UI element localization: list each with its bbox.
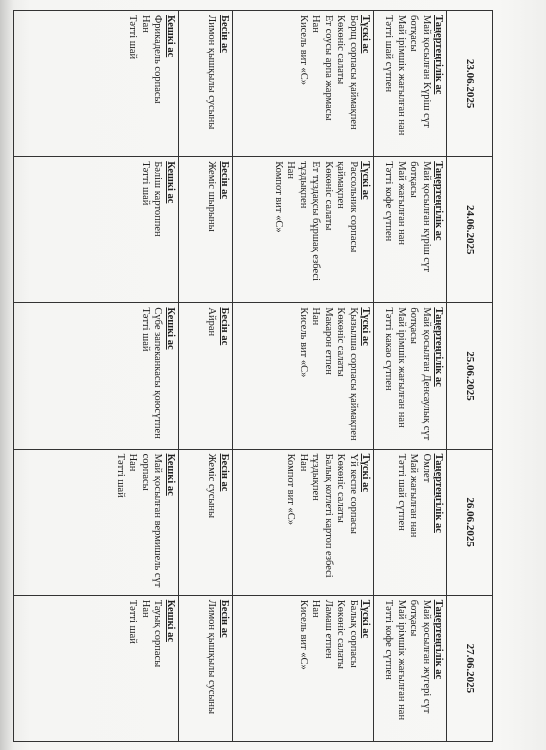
meal-title: Бесін ас bbox=[218, 453, 230, 492]
meal-title: Таңертеңгілік ас bbox=[433, 161, 445, 241]
lunch-cell bbox=[232, 303, 373, 449]
dish-item: Тәтті шай bbox=[114, 453, 126, 498]
breakfast-cell bbox=[374, 449, 447, 595]
dish-item: Фрикадель сорпасы bbox=[152, 15, 164, 104]
dish-item: Тәтті какао сүтпен bbox=[383, 307, 395, 391]
dish-item: Нан bbox=[139, 599, 151, 618]
meal-title: Кешкі ас bbox=[164, 15, 176, 58]
date-header: 23.06.2025 bbox=[447, 11, 493, 157]
dish-item: Көкөніс салаты bbox=[335, 599, 347, 669]
dish-item: Жеміс сусыны bbox=[206, 453, 218, 519]
dish-item: Рассольник сорпасы қаймақпен bbox=[335, 161, 359, 253]
snack-cell bbox=[178, 303, 232, 449]
dish-item: Тәтті шай bbox=[127, 15, 139, 60]
breakfast-cell bbox=[374, 11, 447, 157]
dish-item: Лимон қышқылы сусыны bbox=[206, 599, 218, 715]
dinner-cell bbox=[14, 449, 179, 595]
lunch-row bbox=[232, 11, 373, 742]
lunch-cell bbox=[232, 595, 373, 741]
dish-item: Көкөніс салаты bbox=[335, 15, 347, 85]
scan-edge-shadow bbox=[0, 0, 14, 750]
dish-item: Балық котлеті картоп езбесі тұздықпен bbox=[310, 453, 334, 578]
dish-item: Май қосылған Күріш сүт ботқасы bbox=[408, 15, 432, 128]
dish-item: Айран bbox=[206, 307, 218, 337]
dish-item: Май жағылған нан bbox=[395, 161, 407, 246]
snack-cell bbox=[178, 595, 232, 741]
dish-item: Тәтті шай bbox=[139, 307, 151, 352]
dish-item: Нан bbox=[285, 161, 297, 180]
meal-title: Таңертеңгілік ас bbox=[433, 15, 445, 95]
dinner-row bbox=[14, 11, 179, 742]
dish-item: Қызылша сорпасы қаймақпен bbox=[347, 307, 359, 441]
date-header: 24.06.2025 bbox=[447, 157, 493, 303]
meal-title: Кешкі ас bbox=[164, 453, 176, 496]
dish-item: Борщ сорпасы қаймақпен bbox=[347, 15, 359, 130]
meal-title: Түскі ас bbox=[360, 599, 372, 639]
meal-title: Бесін ас bbox=[218, 15, 230, 53]
dish-item: Ет соусы арпа жармасы bbox=[322, 15, 334, 121]
dish-item: Тәтті шай сүтпен bbox=[395, 453, 407, 531]
meal-title: Таңертеңгілік ас bbox=[433, 599, 445, 680]
meal-title: Түскі ас bbox=[360, 161, 372, 200]
dish-item: Май қосылған Денсаулық сүт ботқасы bbox=[408, 307, 432, 441]
breakfast-cell bbox=[374, 303, 447, 449]
meal-title: Түскі ас bbox=[360, 307, 372, 346]
meal-title: Кешкі ас bbox=[164, 161, 176, 204]
dish-item: Нан bbox=[127, 453, 139, 472]
menu-document bbox=[13, 10, 493, 742]
meal-title: Түскі ас bbox=[360, 453, 372, 492]
meal-title: Бесін ас bbox=[218, 307, 230, 346]
dish-item: Май ірімшік жағылған нан bbox=[395, 599, 407, 721]
dish-item: Тәтті шай сүтпен bbox=[383, 15, 395, 93]
dish-item: Компот вит «С» bbox=[272, 161, 284, 233]
dinner-cell bbox=[14, 595, 179, 741]
dish-item: Тәтті кофе сүтпен bbox=[383, 599, 395, 680]
dish-item: Май ірімшік жағылған нан bbox=[395, 15, 407, 136]
dish-item: Нан bbox=[310, 599, 322, 618]
dinner-cell bbox=[14, 11, 179, 157]
snack-cell bbox=[178, 449, 232, 595]
meal-title: Таңертеңгілік ас bbox=[433, 453, 445, 533]
date-header: 25.06.2025 bbox=[447, 303, 493, 449]
breakfast-cell bbox=[374, 595, 447, 741]
dish-item: Кисель вит «С» bbox=[297, 599, 309, 670]
dish-item: Май қосылған күріш сүт ботқасы bbox=[408, 161, 432, 272]
meal-title: Бесін ас bbox=[218, 161, 230, 200]
date-header: 26.06.2025 bbox=[447, 449, 493, 595]
dish-item: Сүбе запеканкасы қоюсүтпен bbox=[152, 307, 164, 439]
meal-title: Таңертеңгілік ас bbox=[433, 307, 445, 387]
dish-item: Тәтті шай bbox=[127, 599, 139, 644]
dish-item: Нан bbox=[297, 453, 309, 472]
dish-item: Макарон етпен bbox=[322, 307, 334, 375]
meal-title: Бесін ас bbox=[218, 599, 230, 638]
dish-item: Үй кеспе сорпасы bbox=[347, 453, 359, 534]
meal-title: Түскі ас bbox=[360, 15, 372, 54]
dish-item: Май қосылған вермишель сүт сорпасы bbox=[139, 453, 164, 588]
dinner-cell bbox=[14, 157, 179, 303]
dish-item: Ламаш етпен bbox=[322, 599, 334, 659]
dish-item: Жеміс шырыны bbox=[206, 161, 218, 232]
dish-item: Омлет bbox=[420, 453, 432, 483]
dish-item: Май жағылған нан bbox=[408, 453, 420, 538]
dinner-cell bbox=[14, 303, 179, 449]
snack-row bbox=[178, 11, 232, 742]
dish-item: Көкөніс салаты bbox=[335, 453, 347, 523]
weekly-menu-table bbox=[13, 10, 493, 742]
dish-item: Балық сорпасы bbox=[347, 599, 359, 668]
meal-title: Кешкі ас bbox=[164, 307, 176, 350]
dish-item: Кисель вит «С» bbox=[297, 307, 309, 378]
dish-item: Көкөніс салаты bbox=[335, 307, 347, 377]
snack-cell bbox=[178, 11, 232, 157]
lunch-cell bbox=[232, 449, 373, 595]
dish-item: Тәтті кофе сүтпен bbox=[383, 161, 395, 242]
dish-item: Нан bbox=[310, 307, 322, 326]
breakfast-cell bbox=[374, 157, 447, 303]
dish-item: Май ірімшік жағылған нан bbox=[395, 307, 407, 428]
dish-item: Көкөніс салаты bbox=[322, 161, 334, 231]
dish-item: Тауық сорпасы bbox=[152, 599, 164, 668]
date-header-row bbox=[447, 11, 493, 742]
dish-item: Бәліш картоппен bbox=[152, 161, 164, 237]
date-header: 27.06.2025 bbox=[447, 595, 493, 741]
dish-item: Кисель вит «С» bbox=[297, 15, 309, 86]
lunch-cell bbox=[232, 157, 373, 303]
meal-title: Кешкі ас bbox=[164, 599, 176, 642]
dish-item: Нан bbox=[139, 15, 151, 33]
dish-item: Май қосылған жүгері сүт ботқасы bbox=[408, 599, 432, 714]
dish-item: Ет тұздақсы бұршақ езбесі тұздықпен bbox=[297, 161, 322, 282]
lunch-cell bbox=[232, 11, 373, 157]
snack-cell bbox=[178, 157, 232, 303]
dish-item: Тәтті шай bbox=[139, 161, 151, 206]
dish-item: Лимон қышқылы сусыны bbox=[206, 15, 218, 130]
dish-item: Нан bbox=[310, 15, 322, 33]
breakfast-row bbox=[374, 11, 447, 742]
dish-item: Компот вит «С» bbox=[285, 453, 297, 525]
